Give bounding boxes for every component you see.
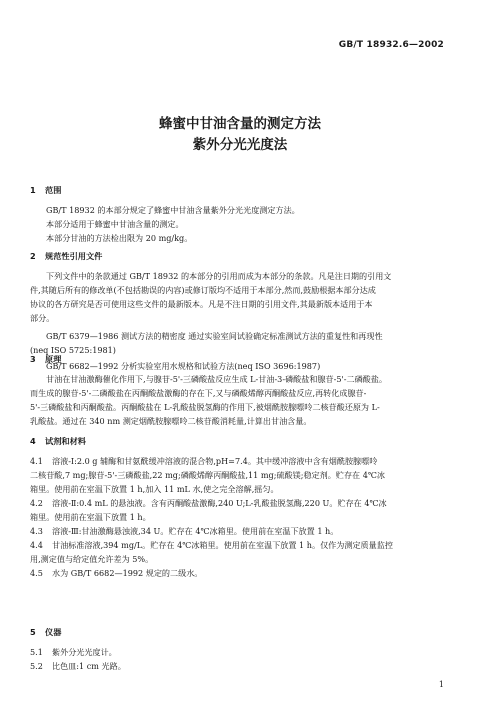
item-number: 4.1	[30, 456, 43, 466]
document-title: 蜂蜜中甘油含量的测定方法	[159, 116, 321, 132]
item-text: 溶液-Ⅲ:甘油激酶悬浊液,34 U。贮存在 4℃冰箱里。使用前在室温下放置 1 h。	[52, 526, 339, 536]
paragraph-line: 件,其随后所有的修改单(不包括勘误的内容)或修订版均不适用于本部分,然而,鼓励根据本部分达成	[30, 285, 376, 295]
list-item	[30, 496, 450, 524]
paragraph-line: 而生成的腺苷-5'-二磷酸盐在丙酮酸盐激酶的存在下,又与磷酸烯醇丙酮酸盐反应,再转化成腺苷-	[30, 388, 367, 398]
item-text: 溶液-Ⅰ:2.0 g 辅酶和甘氨酰缓冲溶液的混合物,pH=7.4。其中缓冲溶液中含有烟酰胺腺嘌呤	[52, 456, 378, 466]
item-number: 4.4	[30, 540, 43, 550]
paragraph-line: 部分。	[30, 313, 55, 323]
list-item	[30, 645, 450, 659]
reference-line: GB/T 6682—1992 分析实验室用水规格和试验方法(neq ISO 3696:1987)	[46, 361, 321, 371]
section-title: 规范性引用文件	[45, 251, 103, 261]
item-text: 甘油标准溶液,394 mg/L。贮存在 4℃冰箱里。使用前在室温下放置 1 h。仅作为测定质量监控	[52, 540, 393, 550]
section-title: 试剂和材料	[45, 436, 86, 446]
item-number: 4.5	[30, 568, 43, 578]
item-text: 用,测定值与给定值允许差为 5%。	[30, 554, 154, 564]
section-title: 仪器	[45, 627, 62, 637]
paragraph-line: 甘油在甘油激酶催化作用下,与腺苷-5'-三磷酸盐反应生成 L-甘油-3-磷酸盐和腺苷-5'-二磷酸盐。	[46, 374, 387, 384]
paragraph: 本部分甘油的方法检出限为 20 mg/kg。	[46, 233, 193, 243]
paragraph: GB/T 18932 的本部分规定了蜂蜜中甘油含量紫外分光光度测定方法。	[46, 205, 300, 215]
item-text: 二核苷酸,7 mg;腺苷-5'-三磷酸盐,22 mg;磷酸烯醇丙酮酸盐,11 mg;硫酸镁;稳定剂。贮存在 4℃冰	[30, 470, 386, 480]
standard-number: GB/T 18932.6—2002	[338, 40, 444, 50]
item-number: 5.1	[30, 647, 43, 657]
item-text: 溶液-Ⅱ:0.4 mL 的悬浊液。含有丙酮酸盐激酶,240 U;L-乳酸盐脱氢酶,220 U。贮存在 4℃冰	[52, 498, 387, 508]
item-text: 紫外分光光度计。	[52, 647, 117, 657]
paragraph-line: 乳酸盐。通过在 340 nm 测定烟酰胺腺嘌呤二核苷酸消耗量,计算出甘油含量。	[30, 416, 312, 426]
section-principle	[30, 352, 450, 428]
item-text: 箱里。使用前在室温下放置 1 h。	[30, 512, 151, 522]
section-number: 5	[30, 627, 36, 637]
list-item	[30, 566, 450, 580]
reference-line: (neq ISO 5725:1981)	[30, 345, 116, 355]
section-heading	[30, 434, 450, 448]
document-subtitle: 紫外分光光度法	[192, 137, 288, 153]
section-number: 1	[30, 185, 36, 195]
section-number: 4	[30, 436, 36, 446]
item-number: 4.3	[30, 526, 43, 536]
item-text: 水为 GB/T 6682—1992 规定的二级水。	[52, 568, 203, 578]
paragraph-line: 下列文件中的条款通过 GB/T 18932 的本部分的引用而成为本部分的条款。凡是注日期的引用文	[46, 271, 392, 281]
list-item	[30, 524, 450, 538]
paragraph: 本部分适用于蜂蜜中甘油含量的测定。	[46, 219, 184, 229]
item-number: 5.2	[30, 661, 43, 671]
section-title: 范围	[45, 185, 62, 195]
section-heading	[30, 183, 450, 197]
section-heading	[30, 352, 450, 366]
list-item	[30, 454, 450, 496]
section-number: 3	[30, 354, 36, 364]
paragraph-line: 协议的各方研究是否可使用这些文件的最新版本。凡是不注日期的引用文件,其最新版本适用于本	[30, 299, 373, 309]
section-heading	[30, 625, 450, 639]
list-item	[30, 659, 450, 673]
section-number: 2	[30, 251, 36, 261]
section-title: 原理	[45, 354, 62, 364]
reference-line: GB/T 6379—1986 测试方法的精密度 通过实验室间试验确定标准测试方法的重复性和再现性	[46, 331, 383, 341]
section-heading	[30, 249, 450, 263]
item-number: 4.2	[30, 498, 43, 508]
section-reagents	[30, 434, 450, 580]
section-apparatus	[30, 625, 450, 673]
paragraph-line: 5'-三磷酸盐和丙酮酸盐。丙酮酸盐在 L-乳酸盐脱氢酶的作用下,被烟酰胺腺嘌呤二核苷酸还原为 L-	[30, 402, 380, 412]
section-scope	[30, 183, 450, 245]
list-item	[30, 538, 450, 566]
page-number: 1	[438, 680, 444, 689]
item-text: 比色皿:1 cm 光路。	[52, 661, 126, 671]
item-text: 箱里。使用前在室温下放置 1 h,加入 11 mL 水,使之完全溶解,摇匀。	[30, 484, 279, 494]
